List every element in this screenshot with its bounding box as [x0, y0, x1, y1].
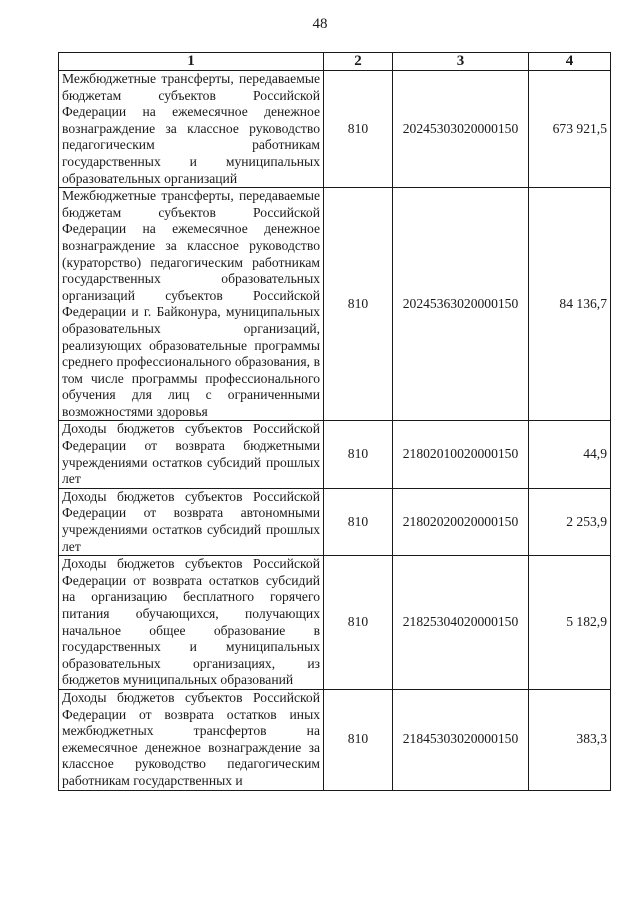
- row-description: Межбюджетные трансферты, передаваемые бюджетам субъектов Российской Федерации на ежемесячное денежное вознаграждение за классное руководство (кураторство) педагогическим работникам государственных образовательных организаций субъектов Российской Федерации и г. Байконура, муниципальных образовательных организаций, реализующих образовательные программы среднего профессионального образования, в том числе программы профессионального обучения для лиц с ограниченными возможностями здоровья: [59, 188, 324, 421]
- row-kbk-code: 20245363020000150: [393, 188, 529, 421]
- row-description: Межбюджетные трансферты, передаваемые бюджетам субъектов Российской Федерации на ежемесячное денежное вознаграждение за классное руководство педагогическим работникам государственных и муниципальных образовательных организаций: [59, 71, 324, 188]
- row-kbk-code: 21802020020000150: [393, 488, 529, 555]
- row-admin-code: 810: [324, 421, 393, 488]
- row-amount: 5 182,9: [529, 556, 611, 690]
- row-amount: 44,9: [529, 421, 611, 488]
- row-amount: 2 253,9: [529, 488, 611, 555]
- row-amount: 383,3: [529, 689, 611, 790]
- row-admin-code: 810: [324, 689, 393, 790]
- row-amount: 84 136,7: [529, 188, 611, 421]
- table-row: [59, 689, 611, 790]
- table-row: [59, 188, 611, 421]
- page-number: 48: [312, 16, 328, 32]
- budget-revenue-table: [58, 52, 611, 791]
- row-description: Доходы бюджетов субъектов Российской Федерации от возврата остатков субсидий на организацию бесплатного горячего питания обучающихся, получающих начальное общее образование в государственных и муниципальных образовательных организациях, из бюджетов муниципальных образований: [59, 556, 324, 690]
- column-header-3: 3: [393, 53, 529, 71]
- row-description: Доходы бюджетов субъектов Российской Федерации от возврата автономными учреждениями остатков субсидий прошлых лет: [59, 488, 324, 555]
- table-row: [59, 71, 611, 188]
- row-kbk-code: 21802010020000150: [393, 421, 529, 488]
- row-admin-code: 810: [324, 556, 393, 690]
- row-amount: 673 921,5: [529, 71, 611, 188]
- row-admin-code: 810: [324, 188, 393, 421]
- row-kbk-code: 20245303020000150: [393, 71, 529, 188]
- row-kbk-code: 21825304020000150: [393, 556, 529, 690]
- row-description: Доходы бюджетов субъектов Российской Федерации от возврата остатков иных межбюджетных трансфертов на ежемесячное денежное вознаграждение за классное руководство педагогическим работникам государственных и: [59, 689, 324, 790]
- table-row: [59, 556, 611, 690]
- column-header-4: 4: [529, 53, 611, 71]
- row-admin-code: 810: [324, 71, 393, 188]
- table-row: [59, 488, 611, 555]
- table-header-row: [59, 53, 611, 71]
- table-row: [59, 421, 611, 488]
- column-header-2: 2: [324, 53, 393, 71]
- row-kbk-code: 21845303020000150: [393, 689, 529, 790]
- row-description: Доходы бюджетов субъектов Российской Федерации от возврата бюджетными учреждениями остатков субсидий прошлых лет: [59, 421, 324, 488]
- row-admin-code: 810: [324, 488, 393, 555]
- column-header-1: 1: [59, 53, 324, 71]
